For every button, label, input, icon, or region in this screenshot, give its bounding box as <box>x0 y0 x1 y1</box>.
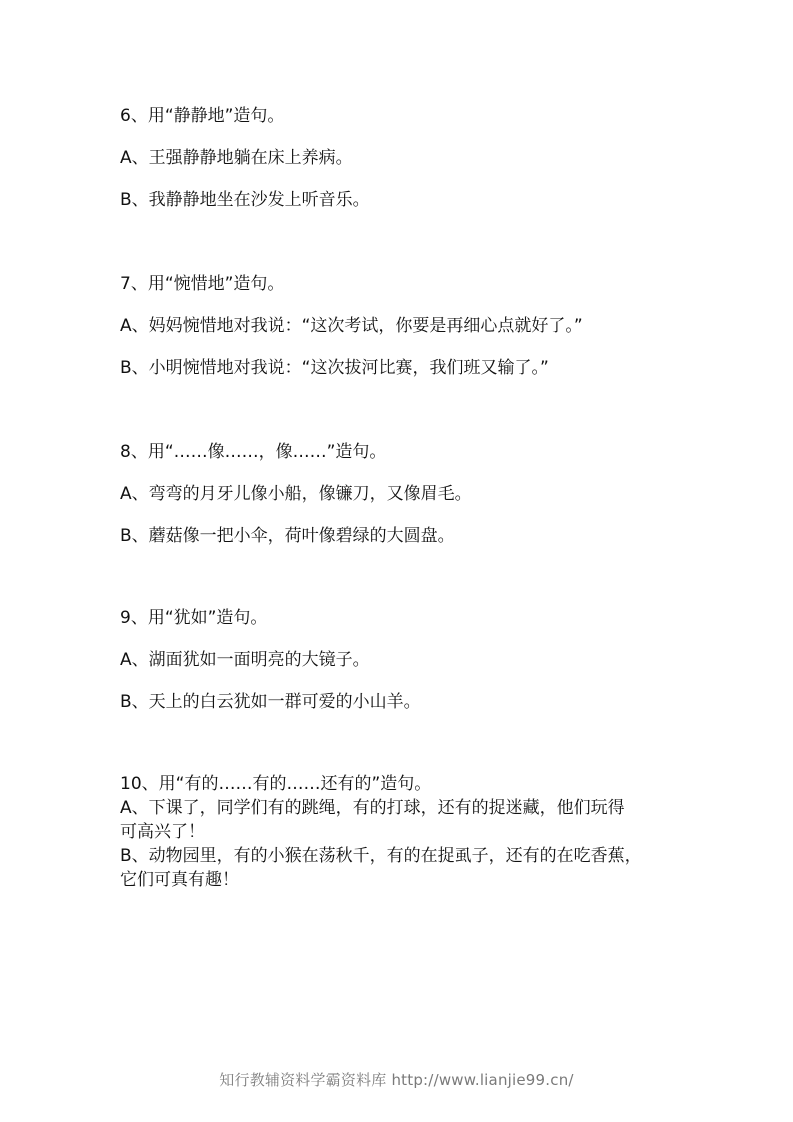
question-prompt: 8、用“……像……，像……”造句。 <box>120 442 387 462</box>
question-prompt: 10、用“有的……有的……还有的”造句。 <box>120 774 432 794</box>
answer-b-line-2: 它们可真有趣！ <box>120 870 239 890</box>
question-prompt: 6、用“静静地”造句。 <box>120 106 285 126</box>
answer-a: A、妈妈惋惜地对我说：“这次考试，你要是再细心点就好了。” <box>120 316 583 336</box>
question-6 <box>120 104 680 212</box>
answer-a: A、弯弯的月牙儿像小船，像镰刀，又像眉毛。 <box>120 484 472 504</box>
answer-b: B、蘑菇像一把小伞，荷叶像碧绿的大圆盘。 <box>120 526 455 546</box>
answer-b: B、小明惋惜地对我说：“这次拔河比赛，我们班又输了。” <box>120 358 549 378</box>
answer-a-line-2: 可高兴了！ <box>120 822 205 842</box>
answer-a-line-1: A、下课了，同学们有的跳绳，有的打球，还有的捉迷藏，他们玩得 <box>120 798 625 818</box>
question-prompt: 7、用“惋惜地”造句。 <box>120 274 285 294</box>
question-prompt: 9、用“犹如”造句。 <box>120 608 268 628</box>
answer-a: A、王强静静地躺在床上养病。 <box>120 148 353 168</box>
question-10 <box>120 772 680 892</box>
question-9 <box>120 606 680 714</box>
answer-a: A、湖面犹如一面明亮的大镜子。 <box>120 650 370 670</box>
answer-b-line-1: B、动物园里，有的小猴在荡秋千，有的在捉虱子，还有的在吃香蕉， <box>120 846 642 866</box>
question-7 <box>120 272 680 380</box>
answer-b: B、天上的白云犹如一群可爱的小山羊。 <box>120 692 421 712</box>
question-8 <box>120 440 680 548</box>
answer-b: B、我静静地坐在沙发上听音乐。 <box>120 190 370 210</box>
footer-watermark: 知行教辅资料学霸资料库 http://www.lianjie99.cn/ <box>219 1071 574 1089</box>
